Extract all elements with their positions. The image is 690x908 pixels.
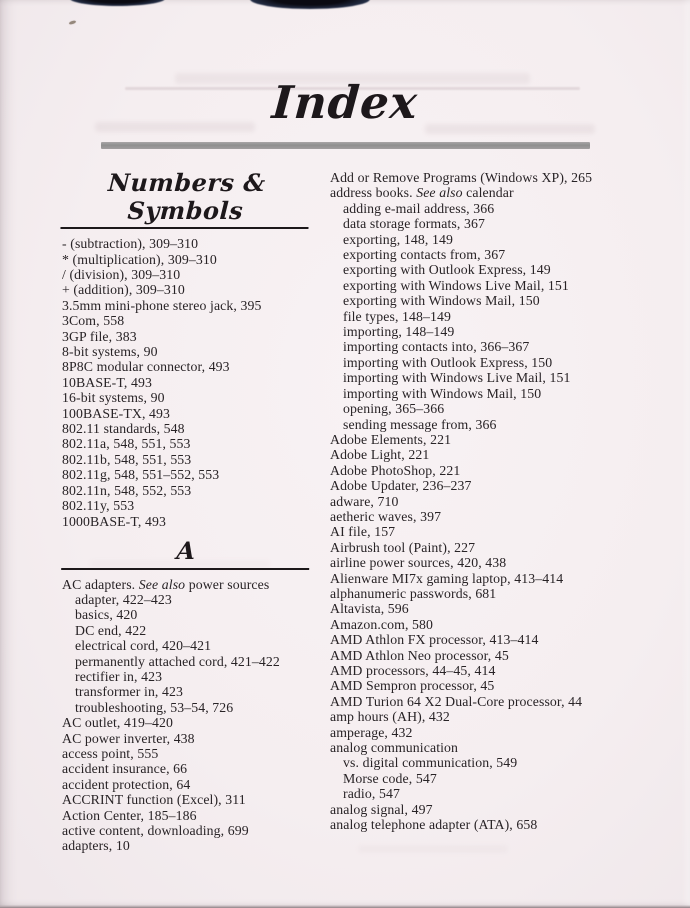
index-entry: importing, 148–149 — [343, 324, 455, 340]
index-entry: basics, 420 — [75, 607, 138, 623]
index-section — [62, 169, 310, 529]
index-entry: importing with Outlook Express, 150 — [343, 354, 553, 370]
index-entry: file types, 148–149 — [343, 308, 452, 324]
paper-speck — [69, 20, 77, 25]
index-entry: analog communication — [330, 740, 459, 756]
index-entry: analog signal, 497 — [330, 801, 433, 817]
index-entry: analog telephone adapter (ATA), 658 — [330, 817, 538, 833]
index-entry: Adobe Light, 221 — [330, 447, 430, 463]
index-entry: aetheric waves, 397 — [330, 508, 442, 524]
index-entry: importing with Windows Live Mail, 151 — [343, 370, 571, 386]
index-entry: access point, 555 — [62, 745, 159, 761]
title-rule — [101, 142, 590, 149]
index-entry: exporting with Outlook Express, 149 — [343, 262, 551, 278]
index-entry: importing contacts into, 366–367 — [343, 339, 530, 355]
index-entry: DC end, 422 — [75, 622, 147, 638]
index-entry: adapters, 10 — [62, 838, 130, 854]
index-entry: vs. digital communication, 549 — [343, 755, 518, 771]
index-entry: radio, 547 — [343, 786, 400, 802]
index-entry: ACCRINT function (Excel), 311 — [62, 792, 246, 808]
index-entry: active content, downloading, 699 — [62, 823, 249, 838]
index-entry: Altavista, 596 — [330, 601, 409, 617]
index-entry: accident insurance, 66 — [62, 761, 188, 777]
index-entry: Adobe Elements, 221 — [330, 431, 452, 447]
index-entry: 802.11b, 548, 551, 553 — [62, 451, 192, 467]
page-title: Index — [270, 76, 420, 129]
index-entry: exporting with Windows Mail, 150 — [343, 293, 540, 309]
index-entry: Amazon.com, 580 — [330, 616, 434, 632]
index-entry: exporting contacts from, 367 — [343, 247, 506, 263]
index-entry: 3GP file, 383 — [62, 328, 137, 344]
index-entry: AI file, 157 — [330, 524, 396, 540]
index-entry: 802.11y, 553 — [62, 498, 135, 514]
index-entry: adding e-mail address, 366 — [343, 200, 495, 216]
index-entry: AMD processors, 44–45, 414 — [330, 663, 496, 678]
see-also-reference: See also — [138, 576, 186, 592]
index-entry: 802.11a, 548, 551, 553 — [62, 436, 191, 452]
index-column-left — [62, 165, 310, 854]
index-entry: accident protection, 64 — [62, 776, 191, 792]
index-entry: permanently attached cord, 421–422 — [75, 653, 280, 669]
index-entry: troubleshooting, 53–54, 726 — [75, 699, 234, 715]
index-entry: - (subtraction), 309–310 — [62, 236, 199, 252]
index-entry: Alienware MI7x gaming laptop, 413–414 — [330, 570, 564, 586]
index-entry: amp hours (AH), 432 — [330, 709, 450, 725]
index-entry: AMD Athlon FX processor, 413–414 — [330, 632, 539, 648]
index-entry: 802.11n, 548, 552, 553 — [62, 482, 192, 498]
index-entry: Adobe Updater, 236–237 — [330, 478, 472, 494]
index-section — [62, 537, 310, 854]
index-columns — [62, 165, 640, 854]
index-entry: Morse code, 547 — [343, 770, 437, 786]
index-entry: 802.11 standards, 548 — [62, 421, 185, 437]
index-entry: alphanumeric passwords, 681 — [330, 585, 497, 601]
index-entry: Action Center, 185–186 — [62, 807, 197, 823]
index-entry: + (addition), 309–310 — [62, 282, 185, 298]
index-entry: Airbrush tool (Paint), 227 — [330, 539, 476, 555]
index-entry: 802.11g, 548, 551–552, 553 — [62, 467, 220, 483]
section-heading: A — [61, 537, 311, 570]
index-entry: transformer in, 423 — [75, 684, 184, 700]
index-entry: airline power sources, 420, 438 — [330, 555, 507, 571]
index-entry: 3.5mm mini-phone stereo jack, 395 — [62, 297, 262, 313]
index-entry: opening, 365–366 — [343, 401, 445, 417]
index-entry: importing with Windows Mail, 150 — [343, 385, 542, 401]
index-column-right — [330, 165, 640, 854]
index-entry: data storage formats, 367 — [343, 216, 485, 232]
see-also-reference: See also — [416, 185, 463, 201]
index-entry: AMD Turion 64 X2 Dual-Core processor, 44 — [330, 693, 583, 709]
scan-artifact-blob — [70, 0, 165, 6]
index-entry: AC adapters. See also power sources — [62, 576, 270, 592]
index-entry: 1000BASE-T, 493 — [62, 513, 166, 529]
index-entry: adapter, 422–423 — [75, 591, 172, 607]
index-entry: 100BASE-TX, 493 — [62, 405, 171, 421]
index-entry: Adobe PhotoShop, 221 — [330, 462, 461, 478]
section-heading: Numbers & Symbols — [60, 169, 311, 229]
index-entry: rectifier in, 423 — [75, 668, 163, 684]
index-entry: AC power inverter, 438 — [62, 730, 195, 746]
index-entry: electrical cord, 420–421 — [75, 638, 212, 654]
index-entry: / (division), 309–310 — [62, 267, 181, 282]
index-entry: AMD Athlon Neo processor, 45 — [330, 647, 509, 663]
index-entry: Add or Remove Programs (Windows XP), 265 — [330, 170, 593, 185]
scan-artifact-blob — [250, 0, 370, 9]
index-entry: adware, 710 — [330, 493, 399, 509]
index-entry: 8P8C modular connector, 493 — [62, 359, 230, 375]
index-entry: 10BASE-T, 493 — [62, 374, 152, 390]
index-entry: 16-bit systems, 90 — [62, 390, 165, 406]
index-entry: address books. See also calendar — [330, 185, 514, 201]
index-entry: 3Com, 558 — [62, 313, 125, 329]
index-entry: exporting with Windows Live Mail, 151 — [343, 277, 569, 293]
index-section — [330, 170, 640, 832]
index-entry: 8-bit systems, 90 — [62, 344, 158, 360]
index-entry: AMD Sempron processor, 45 — [330, 678, 495, 694]
index-entry: amperage, 432 — [330, 724, 413, 740]
index-entry: AC outlet, 419–420 — [62, 715, 174, 731]
index-entry: exporting, 148, 149 — [343, 231, 453, 247]
index-entry: sending message from, 366 — [343, 416, 497, 432]
index-entry: * (multiplication), 309–310 — [62, 251, 217, 267]
